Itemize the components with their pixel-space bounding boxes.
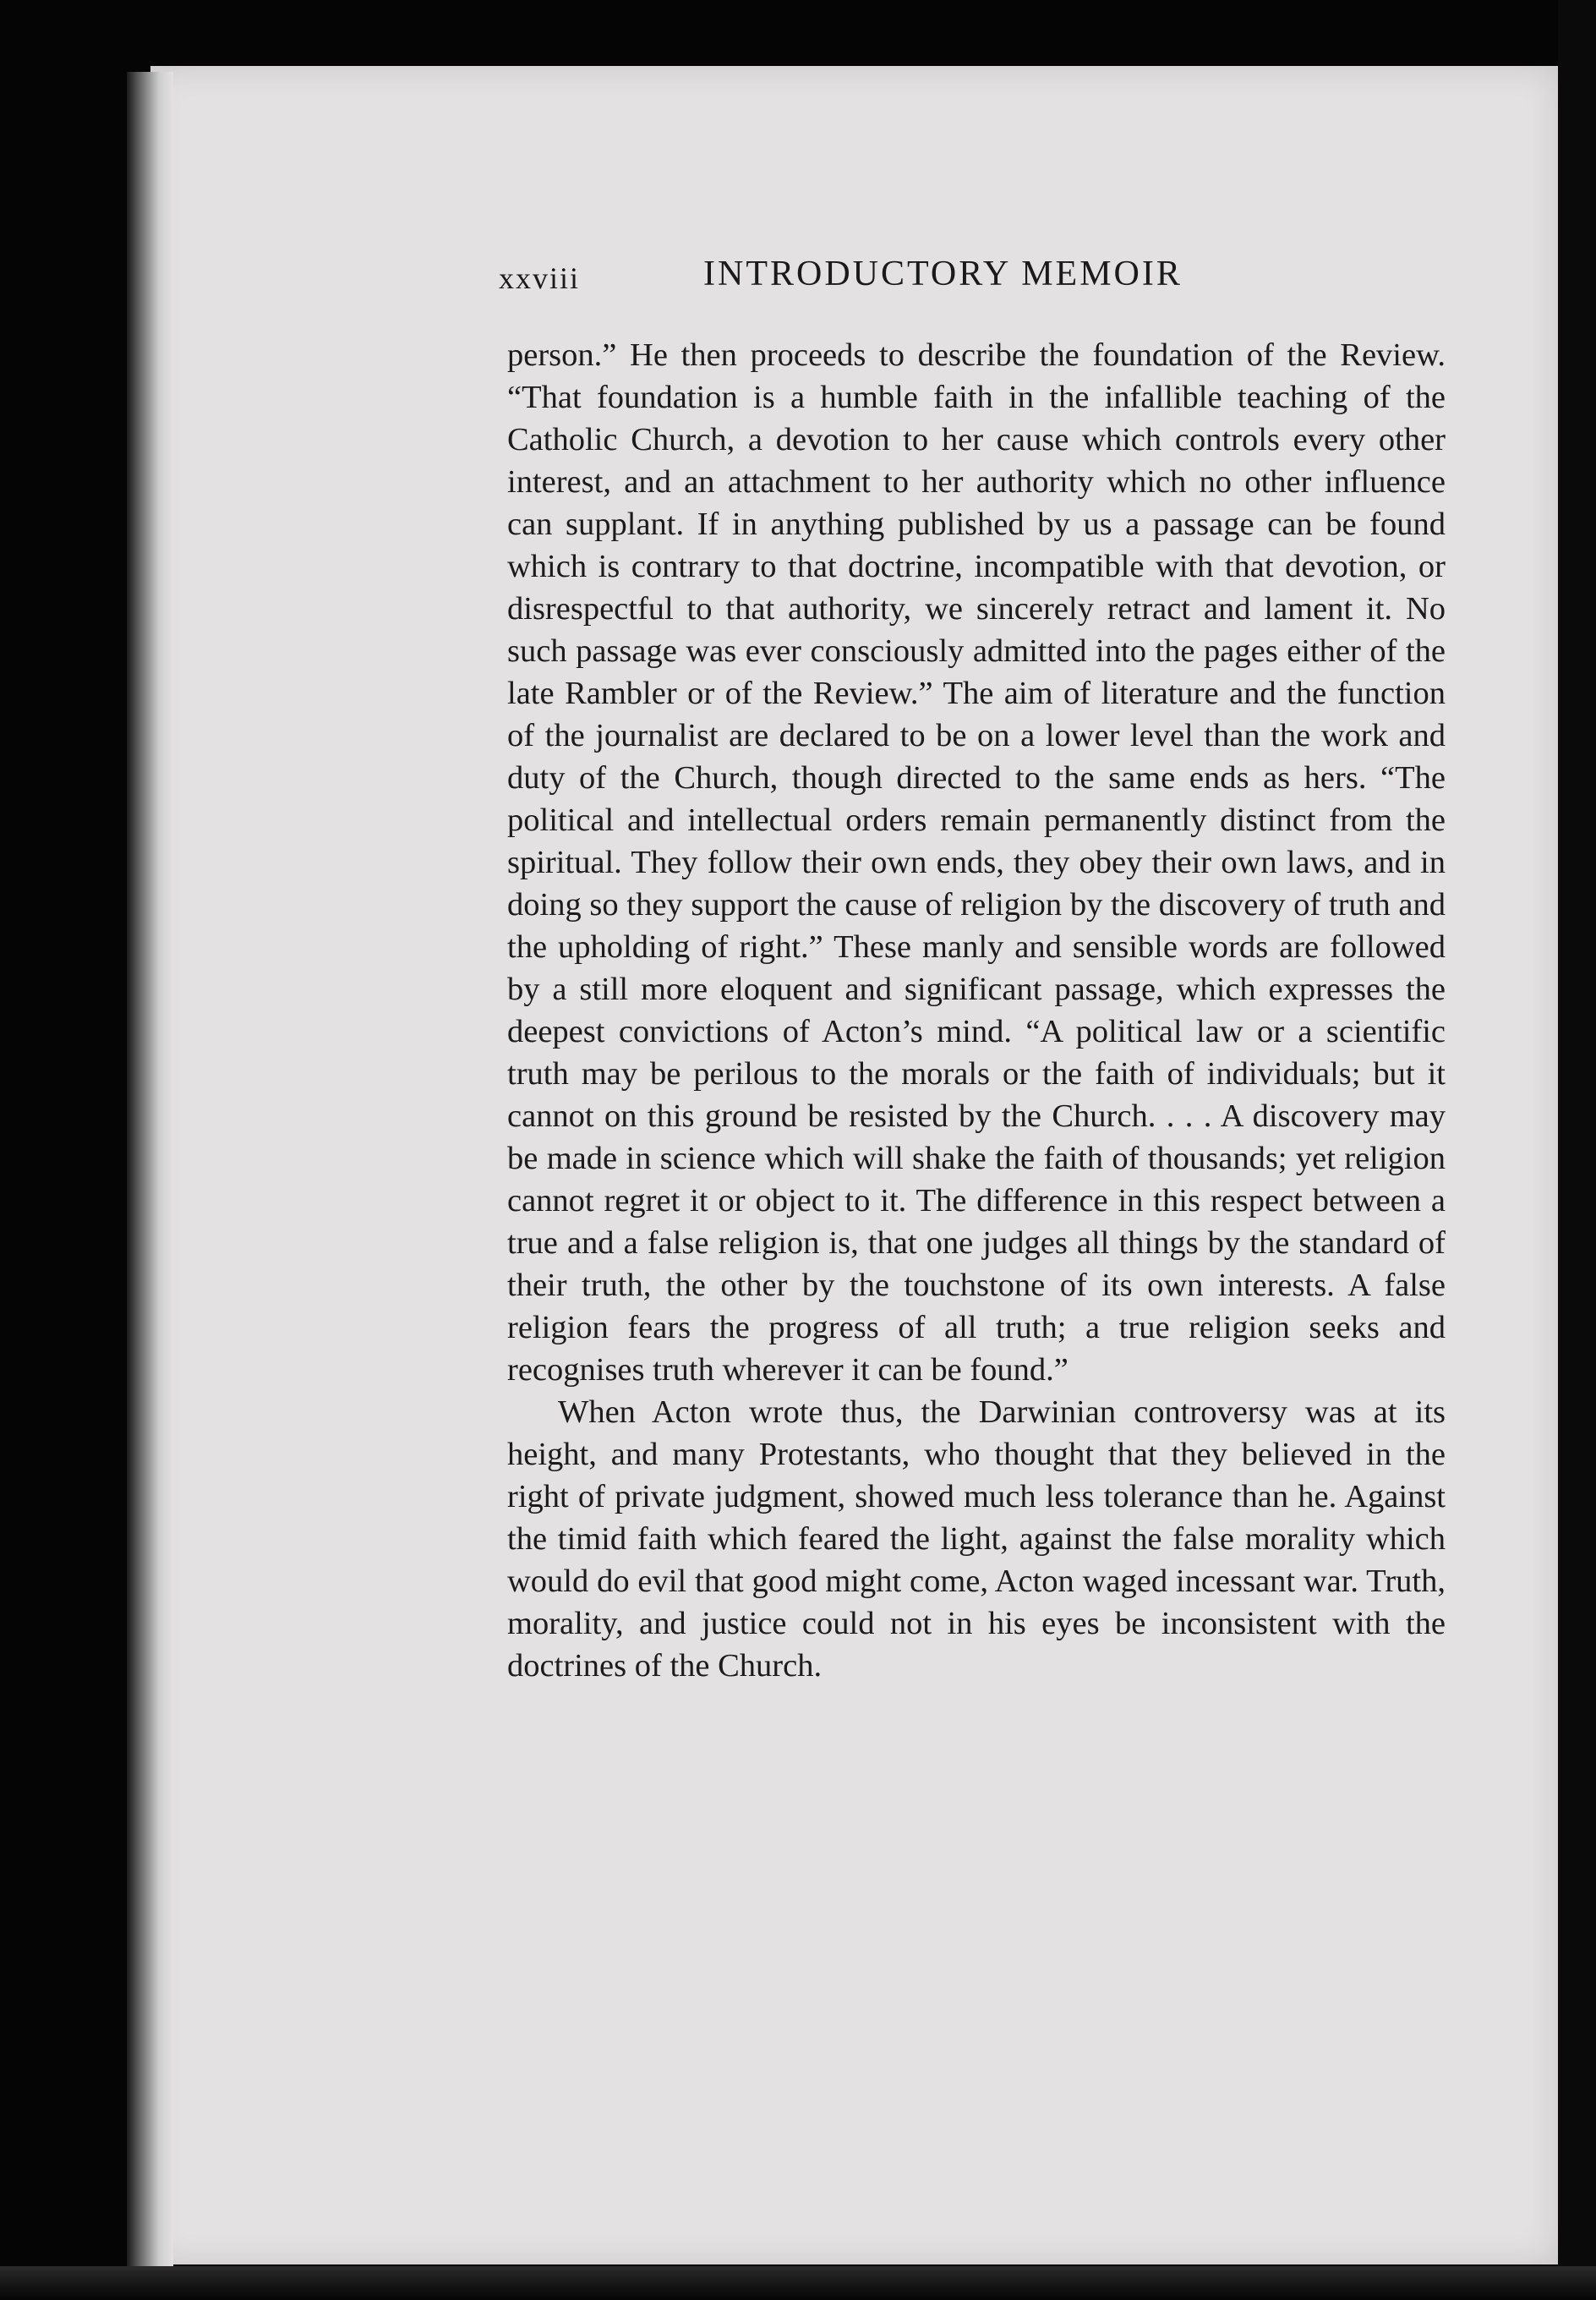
page-header: [499, 254, 1344, 304]
scan-bottom-edge: [0, 2266, 1596, 2300]
paragraph-1: person.” He then proceeds to describe the foundation of the Review. “That foundation is a humble faith in the infallible teaching of the Catholic Church, a devotion to her cause which controls every other interest, and an attachment to her authority which no other influence can supplant. If in anything published by us a passage can be found which is contrary to that doctrine, incompatible with that devotion, or disrespectful to that authority, we sincerely retract and lament it. No such passage was ever consciously admitted into the pages either of the late Rambler or of the Review.” The aim of literature and the function of the journalist are declared to be on a lower level than the work and duty of the Church, though directed to the same ends as hers. “The political and intellectual orders remain permanently distinct from the spiritual. They follow their own ends, they obey their own laws, and in doing so they support the cause of religion by the discovery of truth and the upholding of right.” These manly and sensible words are followed by a still more eloquent and significant passage, which expresses the deepest convictions of Acton’s mind. “A political law or a scientific truth may be perilous to the morals or the faith of individuals; but it cannot on this ground be resisted by the Church. . . . A discovery may be made in science which will shake the faith of thousands; yet religion cannot regret it or object to it. The difference in this respect between a true and a false religion is, that one judges all things by the standard of their truth, the other by the touchstone of its own interests. A false religion fears the progress of all truth; a true religion seeks and recognises truth wherever it can be found.”: [507, 337, 1446, 1388]
paragraph-2: When Acton wrote thus, the Darwinian controversy was at its height, and many Protestants, who thought that they believed in the right of private judgment, showed much less tolerance than he. Against the timid faith which feared the light, against the false morality which would do evil that good might come, Acton waged incessant war. Truth, morality, and justice could not in his eyes be inconsistent with the doctrines of the Church.: [507, 1394, 1446, 1684]
body-text: [507, 334, 1446, 1687]
running-title: INTRODUCTORY MEMOIR: [703, 255, 1183, 293]
page-number: xxviii: [499, 261, 581, 295]
book-gutter: [127, 72, 173, 2279]
scan-right-edge: [1558, 0, 1596, 2300]
